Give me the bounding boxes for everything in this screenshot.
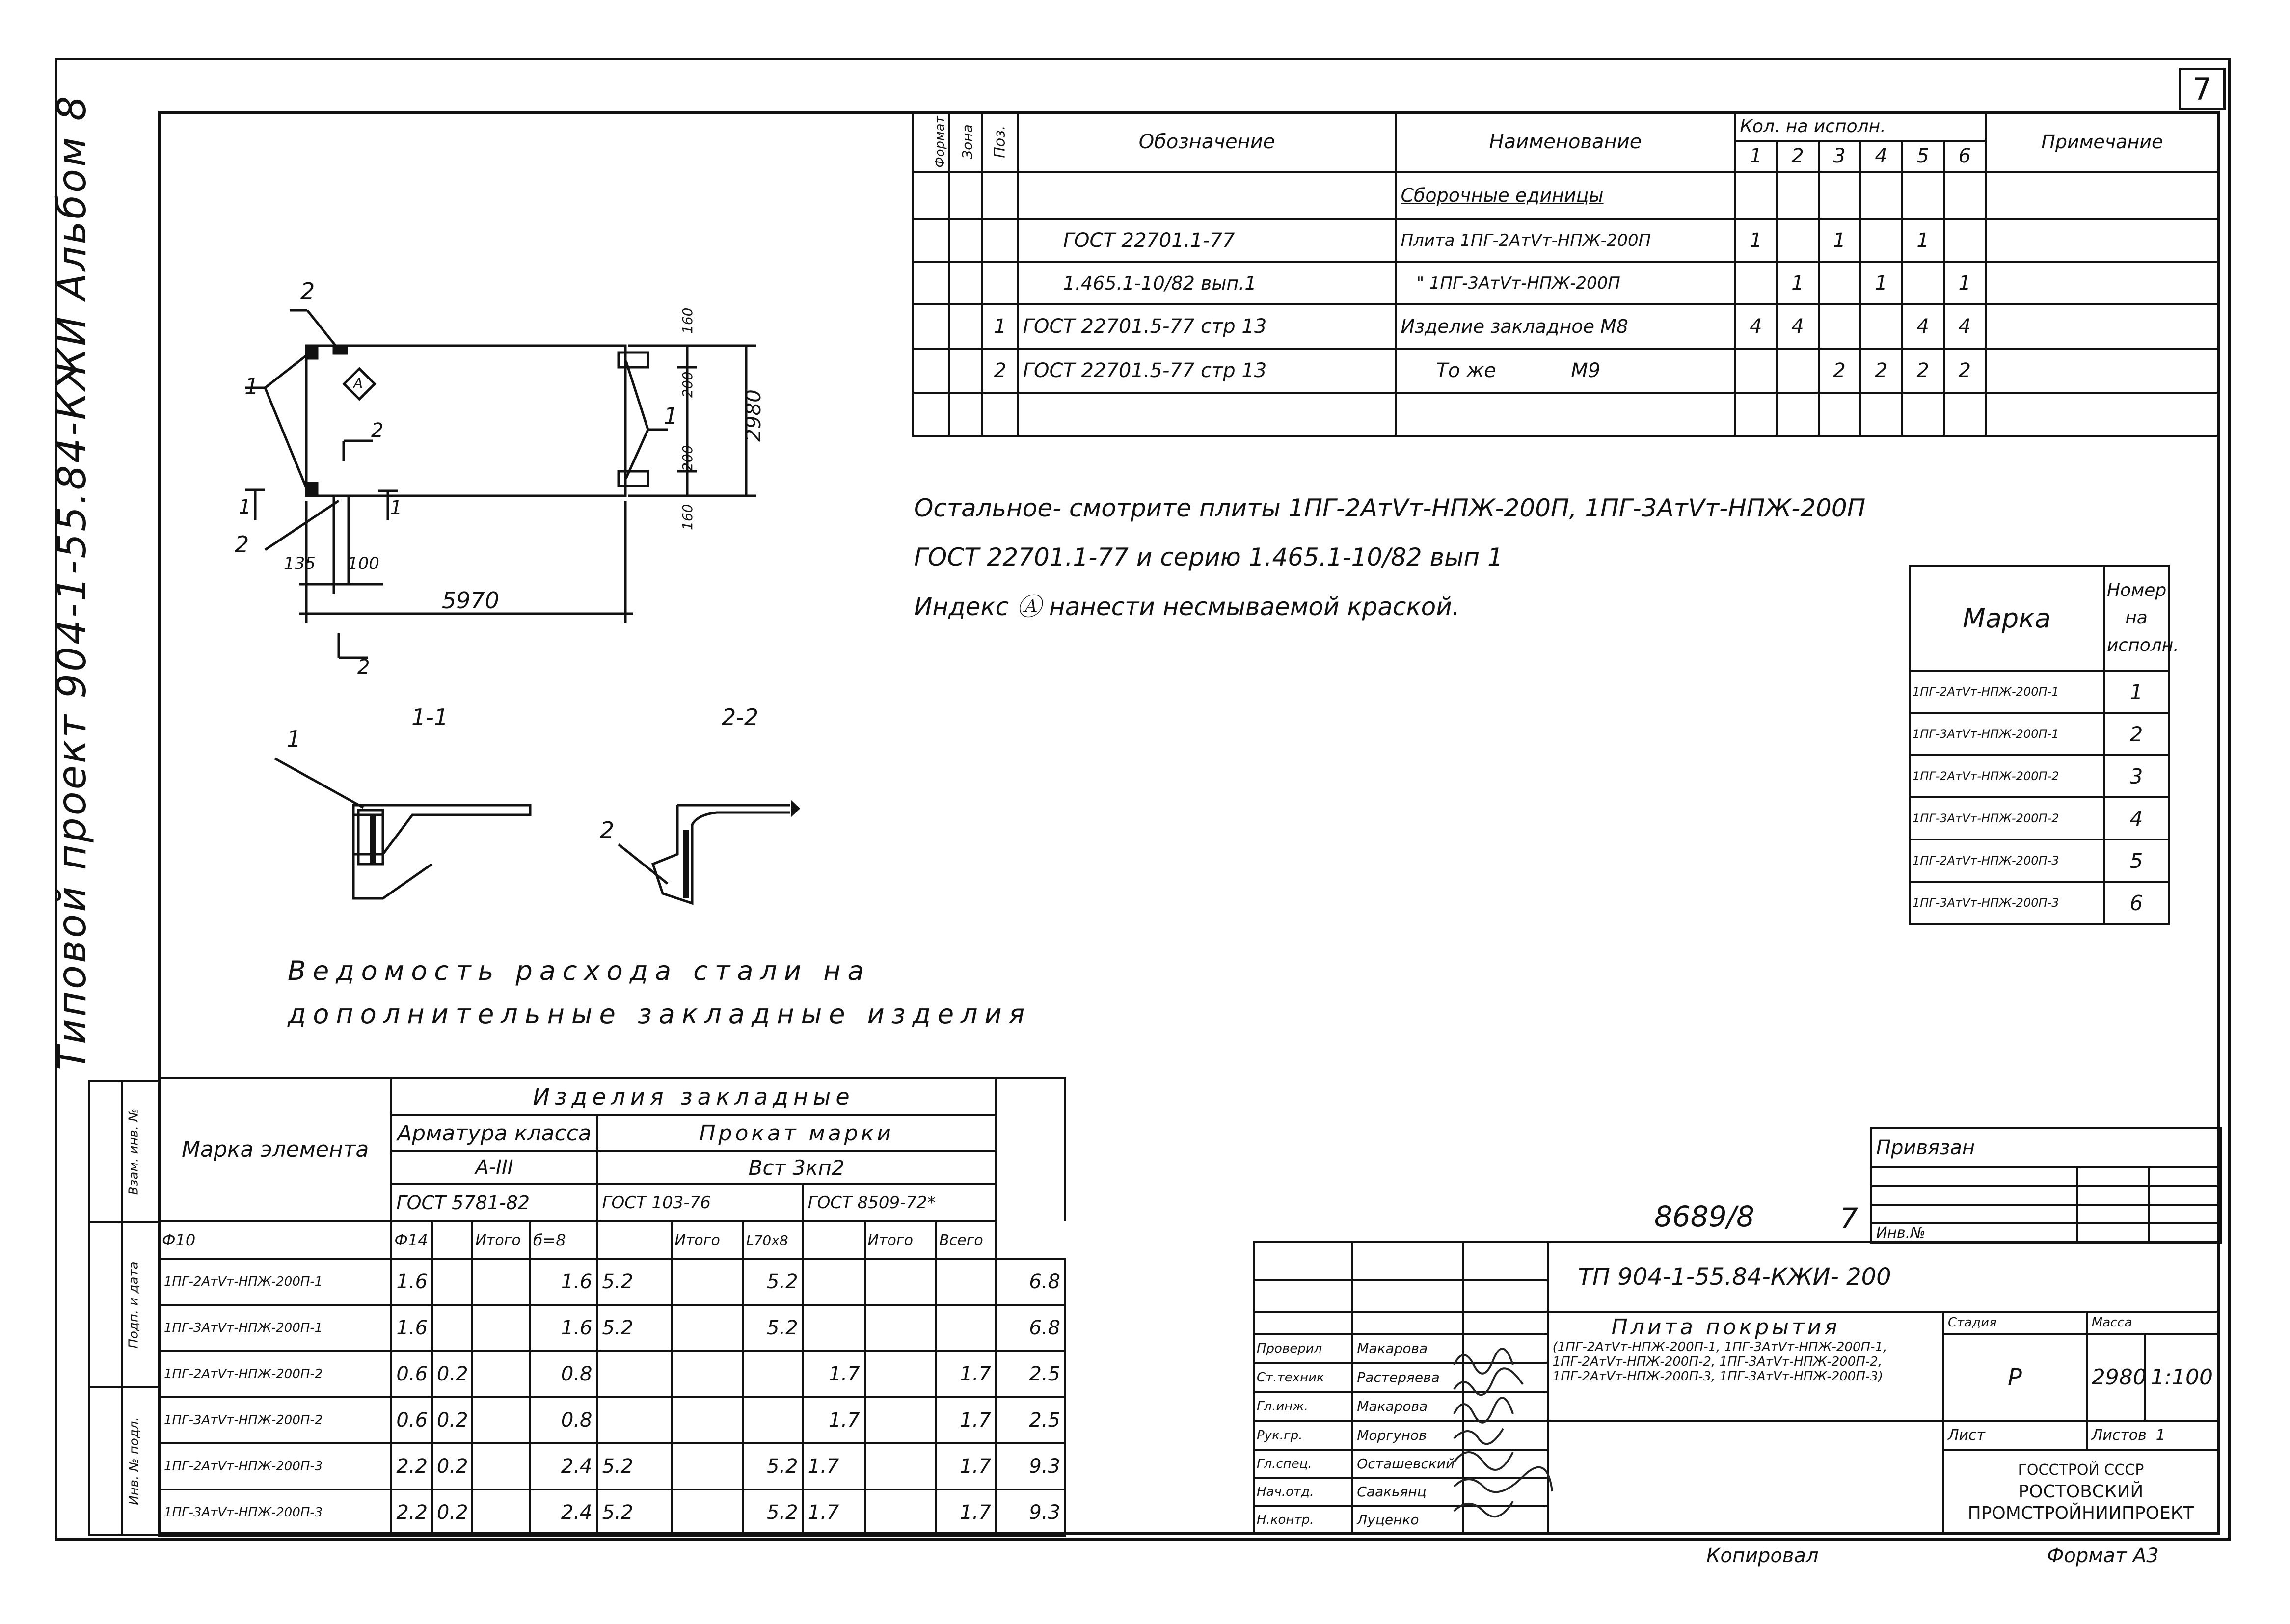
plan-dim-160-bottom: 160 (679, 504, 696, 530)
marka-row: 1ПГ-2АтVт-НПЖ-200П-2 3 (1910, 755, 2169, 797)
steel-title-line-2: дополнительные закладные изделия (288, 999, 1032, 1029)
steel-row: 1ПГ-2АтVт-НПЖ-200П-3 2.2 0.2 2.4 5.2 5.2 1.7 1.7 9.3 (159, 1443, 1065, 1489)
plan-callout-1-right: 1 (664, 403, 678, 429)
signature-row: Ст.техник Растеряева (1254, 1363, 2219, 1392)
paper-format: Формат А3 (2047, 1544, 2159, 1567)
marka-row: 1ПГ-3АтVт-НПЖ-200П-1 2 (1910, 713, 2169, 755)
plan-dim-200-top: 200 (679, 371, 696, 398)
marka-table: Марка Номер на исполн. 1ПГ-2АтVт-НПЖ-200П-1 1 1ПГ-3АтVт-НПЖ-200П-1 2 1ПГ-2АтVт-НПЖ-200П-2 3 1ПГ-3АтVт-НПЖ-200П-2 4 1ПГ-2АтVт-НПЖ-200П-3 5 1ПГ-3АтVт-НПЖ-200П-3 6 (1909, 565, 2170, 925)
plan-dim-160-top: 160 (679, 307, 696, 334)
plan-cut-1-left: 1 (239, 496, 251, 518)
signature-row: Гл.инж. Макарова (1254, 1392, 2219, 1421)
title-block: ТП 904-1-55.84-КЖИ- 200 Плита покрытия (1ПГ-2АтVт-НПЖ-200П-1, 1ПГ-3АтVт-НПЖ-200П-1, 1ПГ-2АтVт-НПЖ-200П-2, 1ПГ-3АтVт-НПЖ-200П-2, 1ПГ-2АтVт-НПЖ-200П-3, 1ПГ-3АтVт-НПЖ-200П-3) Стадия Масса Проверил Макарова Р 2980 1:100 Ст.техник Растеряева Гл.инж. Макарова Рук.гр. Моргунов Лист Листов 1 Гл.спец. Осташевский ГОССТРОЙ СССР РОСТОВСКИЙ ПРОМСТРОЙНИИПРОЕКТ Нач.отд. Саакьянц Н.контр. Луценко (1253, 1241, 2220, 1535)
col-note: Примечание (1986, 112, 2219, 172)
note-line-2: ГОСТ 22701.1-77 и серию 1.465.1-10/82 вып 1 (914, 543, 1503, 571)
plan-callout-2-top: 2 (300, 278, 315, 304)
plan-dim-200-bottom: 200 (679, 445, 696, 471)
plan-width-dim: 2980 (741, 389, 765, 442)
steel-title-line-1: Ведомость расхода стали на (288, 955, 871, 986)
signature-row: Рук.гр. Моргунов Лист Листов 1 (1254, 1421, 2219, 1450)
qty-col-5: 5 (1902, 141, 1944, 172)
col-format: Формат (913, 112, 949, 172)
spec-row: 1.465.1-10/82 вып.1 " 1ПГ-3АтVт-НПЖ-200П 1 1 1 (913, 262, 2219, 304)
plan-callout-1-left: 1 (244, 373, 259, 400)
section-2-2-callout: 2 (600, 817, 615, 843)
signature-row: Гл.спец. Осташевский ГОССТРОЙ СССР РОСТОВСКИЙ ПРОМСТРОЙНИИПРОЕКТ (1254, 1450, 2219, 1478)
sheet-number: 7 (2192, 71, 2212, 107)
plan-dim-135: 135 (284, 554, 316, 573)
archive-sheet: 7 (1840, 1202, 1858, 1235)
signature-row: Нач.отд. Саакьянц (1254, 1478, 2219, 1506)
note-line-3: Индекс Ⓐ нанести несмываемой краской. (914, 593, 1460, 621)
spec-row: ГОСТ 22701.1-77 Плита 1ПГ-2АтVт-НПЖ-200П 1 1 1 (913, 219, 2219, 262)
steel-row: 1ПГ-2АтVт-НПЖ-200П-1 1.6 1.6 5.2 5.2 6.8 (159, 1259, 1065, 1305)
spec-row: 2 ГОСТ 22701.5-77 стр 13 То же М9 2 2 2 2 (913, 349, 2219, 393)
copied-by: Копировал (1706, 1544, 1819, 1567)
plan-length-dim: 5970 (442, 587, 500, 614)
plan-cut-2-bottom: 2 (357, 656, 370, 678)
signature-row: Проверил Макарова Р 2980 1:100 (1254, 1334, 2219, 1363)
steel-table: Марка элемента Изделия закладные Арматура класса Прокат марки А-III Вст 3кп2 ГОСТ 5781-82 ГОСТ 103-76 ГОСТ 8509-72* Ф10 Ф14 Итого б=8 Итого L70х8 Итого Всего 1ПГ-2АтVт-НПЖ-200П-1 1.6 1.6 5.2 5.2 6.8 1ПГ-3АтVт-НПЖ-200П-1 1.6 1.6 5.2 5.2 6.8 1ПГ-2АтVт-НПЖ-200П-2 0.6 0.2 0.8 1.7 1.7 2.5 1ПГ-3АтVт-НПЖ-200П-2 0.6 0.2 0.8 1.7 1.7 2.5 1ПГ-2АтVт-НПЖ-200П-3 2.2 0.2 2.4 5.2 5.2 1.7 1.7 9.3 1ПГ-3АтVт-НПЖ-200П-3 2.2 0.2 2.4 5.2 5.2 1.7 1.7 9.3 (158, 1077, 1066, 1537)
spec-row: 1 ГОСТ 22701.5-77 стр 13 Изделие закладное М8 4 4 4 4 (913, 304, 2219, 349)
section-1-1-callout: 1 (287, 726, 301, 752)
left-approval-strip: Взам. инв. № Подп. и дата Инв. № подл. (88, 1080, 160, 1536)
marka-row: 1ПГ-2АтVт-НПЖ-200П-3 5 (1910, 839, 2169, 882)
note-line-1: Остальное- смотрите плиты 1ПГ-2АтVт-НПЖ-200П, 1ПГ-3АтVт-НПЖ-200П (914, 494, 1866, 522)
qty-col-3: 3 (1819, 141, 1860, 172)
signature-row: Н.контр. Луценко (1254, 1506, 2219, 1534)
section-2-2-label: 2-2 (722, 704, 759, 731)
plan-index-letter: A (353, 375, 363, 391)
privyazan-block: Привязан Инв.№ (1870, 1127, 2222, 1244)
col-name: Наименование (1396, 112, 1735, 172)
archive-number: 8689/8 (1654, 1200, 1755, 1233)
steel-row: 1ПГ-3АтVт-НПЖ-200П-2 0.6 0.2 0.8 1.7 1.7 2.5 (159, 1397, 1065, 1443)
marka-row: 1ПГ-3АтVт-НПЖ-200П-3 6 (1910, 882, 2169, 924)
plan-cut-1-right: 1 (390, 497, 403, 519)
marka-row: 1ПГ-3АтVт-НПЖ-200П-2 4 (1910, 797, 2169, 839)
plan-callout-2-bottom: 2 (235, 531, 249, 558)
col-pos: Поз. (982, 112, 1018, 172)
qty-col-2: 2 (1777, 141, 1818, 172)
side-project-label: Типовой проект 904-1-55.84-КЖИ Альбом 8 (49, 94, 95, 1070)
col-qty: Кол. на исполн. (1735, 112, 1985, 141)
marka-row: 1ПГ-2АтVт-НПЖ-200П-1 1 (1910, 671, 2169, 713)
col-designation: Обозначение (1018, 112, 1396, 172)
plan-cut-2-top: 2 (371, 419, 384, 442)
qty-col-6: 6 (1944, 141, 1986, 172)
steel-row: 1ПГ-2АтVт-НПЖ-200П-2 0.6 0.2 0.8 1.7 1.7 2.5 (159, 1351, 1065, 1397)
steel-row: 1ПГ-3АтVт-НПЖ-200П-1 1.6 1.6 5.2 5.2 6.8 (159, 1305, 1065, 1351)
steel-row: 1ПГ-3АтVт-НПЖ-200П-3 2.2 0.2 2.4 5.2 5.2 1.7 1.7 9.3 (159, 1489, 1065, 1536)
plan-slab-outline (306, 346, 625, 496)
spec-section-title: Сборочные единицы (1396, 172, 1735, 219)
section-1-1-label: 1-1 (411, 704, 449, 731)
qty-col-4: 4 (1860, 141, 1902, 172)
qty-col-1: 1 (1735, 141, 1777, 172)
plan-dim-100: 100 (348, 554, 379, 573)
col-zone: Зона (949, 112, 982, 172)
